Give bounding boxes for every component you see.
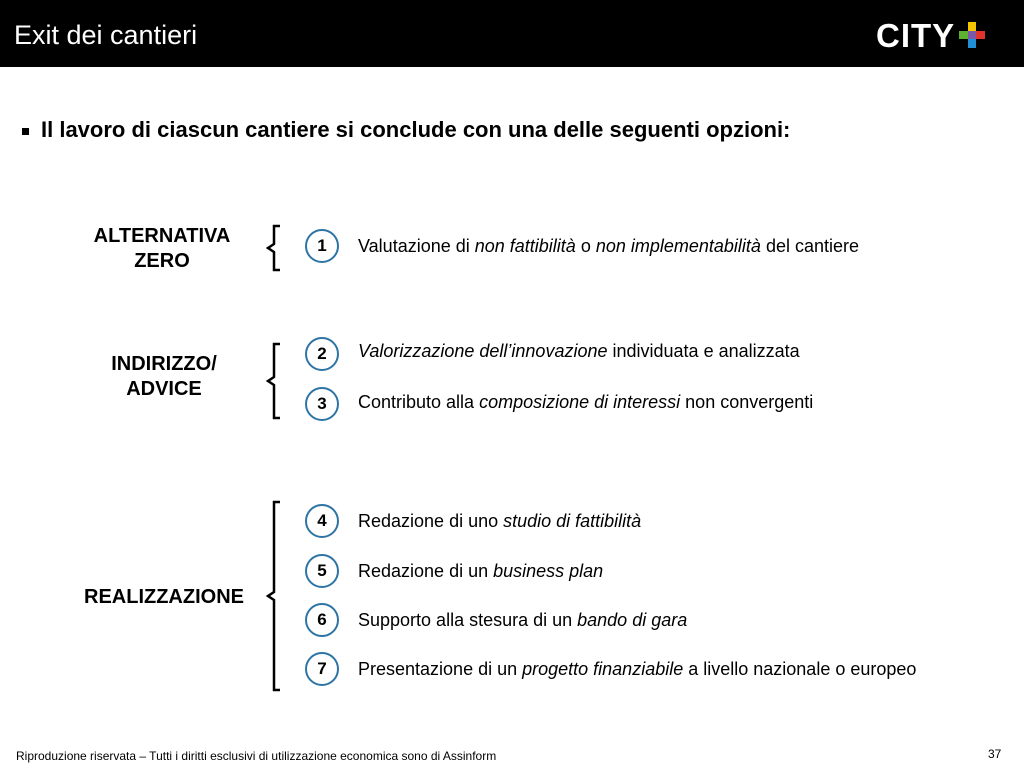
bullet-square-icon [22, 128, 29, 135]
item-text-part: Valutazione di [358, 236, 475, 256]
number-circle-5: 5 [305, 554, 339, 588]
item-text-7 [358, 658, 916, 680]
item-text-2 [358, 340, 800, 362]
group-label-realizzazione [80, 585, 248, 610]
item-text-part: Supporto alla stesura di un [358, 610, 578, 630]
item-text-italic: non implementabilità [595, 236, 761, 256]
group-label-line: ADVICE [126, 378, 202, 400]
item-text-italic: non fattibilità [474, 236, 576, 256]
group-label-line: REALIZZAZIONE [84, 586, 244, 608]
number-circle-2: 2 [305, 337, 339, 371]
number-circle-7: 7 [305, 652, 339, 686]
item-text-6 [358, 609, 687, 631]
item-text-italic: business plan [493, 561, 604, 581]
item-text-5 [358, 560, 603, 582]
group-label-indirizzo-advice [84, 352, 244, 402]
item-text-part: Redazione di uno [358, 511, 504, 531]
brace-icon [256, 500, 284, 692]
item-text-4 [358, 510, 641, 532]
item-text-3 [358, 391, 813, 413]
item-text-italic: studio di fattibilità [503, 511, 642, 531]
item-text-italic: bando di gara [577, 610, 688, 630]
item-text-part: del cantiere [760, 236, 859, 256]
item-text-part: a livello nazionale o europeo [683, 659, 917, 679]
group-label-alternativa-zero [84, 224, 240, 274]
item-text-part: o [575, 236, 596, 256]
item-text-1 [358, 235, 859, 257]
item-text-part: non convergenti [680, 392, 814, 412]
plus-icon [959, 22, 985, 48]
item-text-part: Redazione di un [358, 561, 494, 581]
footer-copyright: Riproduzione riservata – Tutti i diritti esclusivi di utilizzazione economica sono di Assinform [16, 749, 497, 763]
item-text-part: individuata e analizzata [607, 341, 800, 361]
group-label-line: ALTERNATIVA [93, 225, 231, 247]
number-circle-4: 4 [305, 504, 339, 538]
page-number: 37 [988, 747, 1002, 761]
item-text-italic: Valorizzazione dell’innovazione [358, 341, 608, 361]
group-label-line: INDIRIZZO/ [111, 353, 217, 375]
brace-icon [256, 224, 284, 272]
number-circle-1: 1 [305, 229, 339, 263]
page-title: Exit dei cantieri [14, 20, 198, 50]
item-text-italic: composizione di interessi [479, 392, 681, 412]
header-bar [0, 0, 1024, 67]
logo-text: CITY [876, 16, 956, 54]
intro-text: Il lavoro di ciascun cantiere si conclude con una delle seguenti opzioni: [41, 117, 791, 142]
number-circle-6: 6 [305, 603, 339, 637]
number-circle-3: 3 [305, 387, 339, 421]
item-text-part: Contributo alla [358, 392, 480, 412]
city-logo [876, 17, 985, 53]
brace-icon [256, 342, 284, 420]
intro-bullet [22, 117, 790, 143]
group-label-line: ZERO [134, 250, 190, 272]
item-text-part: Presentazione di un [358, 659, 523, 679]
item-text-italic: progetto finanziabile [522, 659, 684, 679]
